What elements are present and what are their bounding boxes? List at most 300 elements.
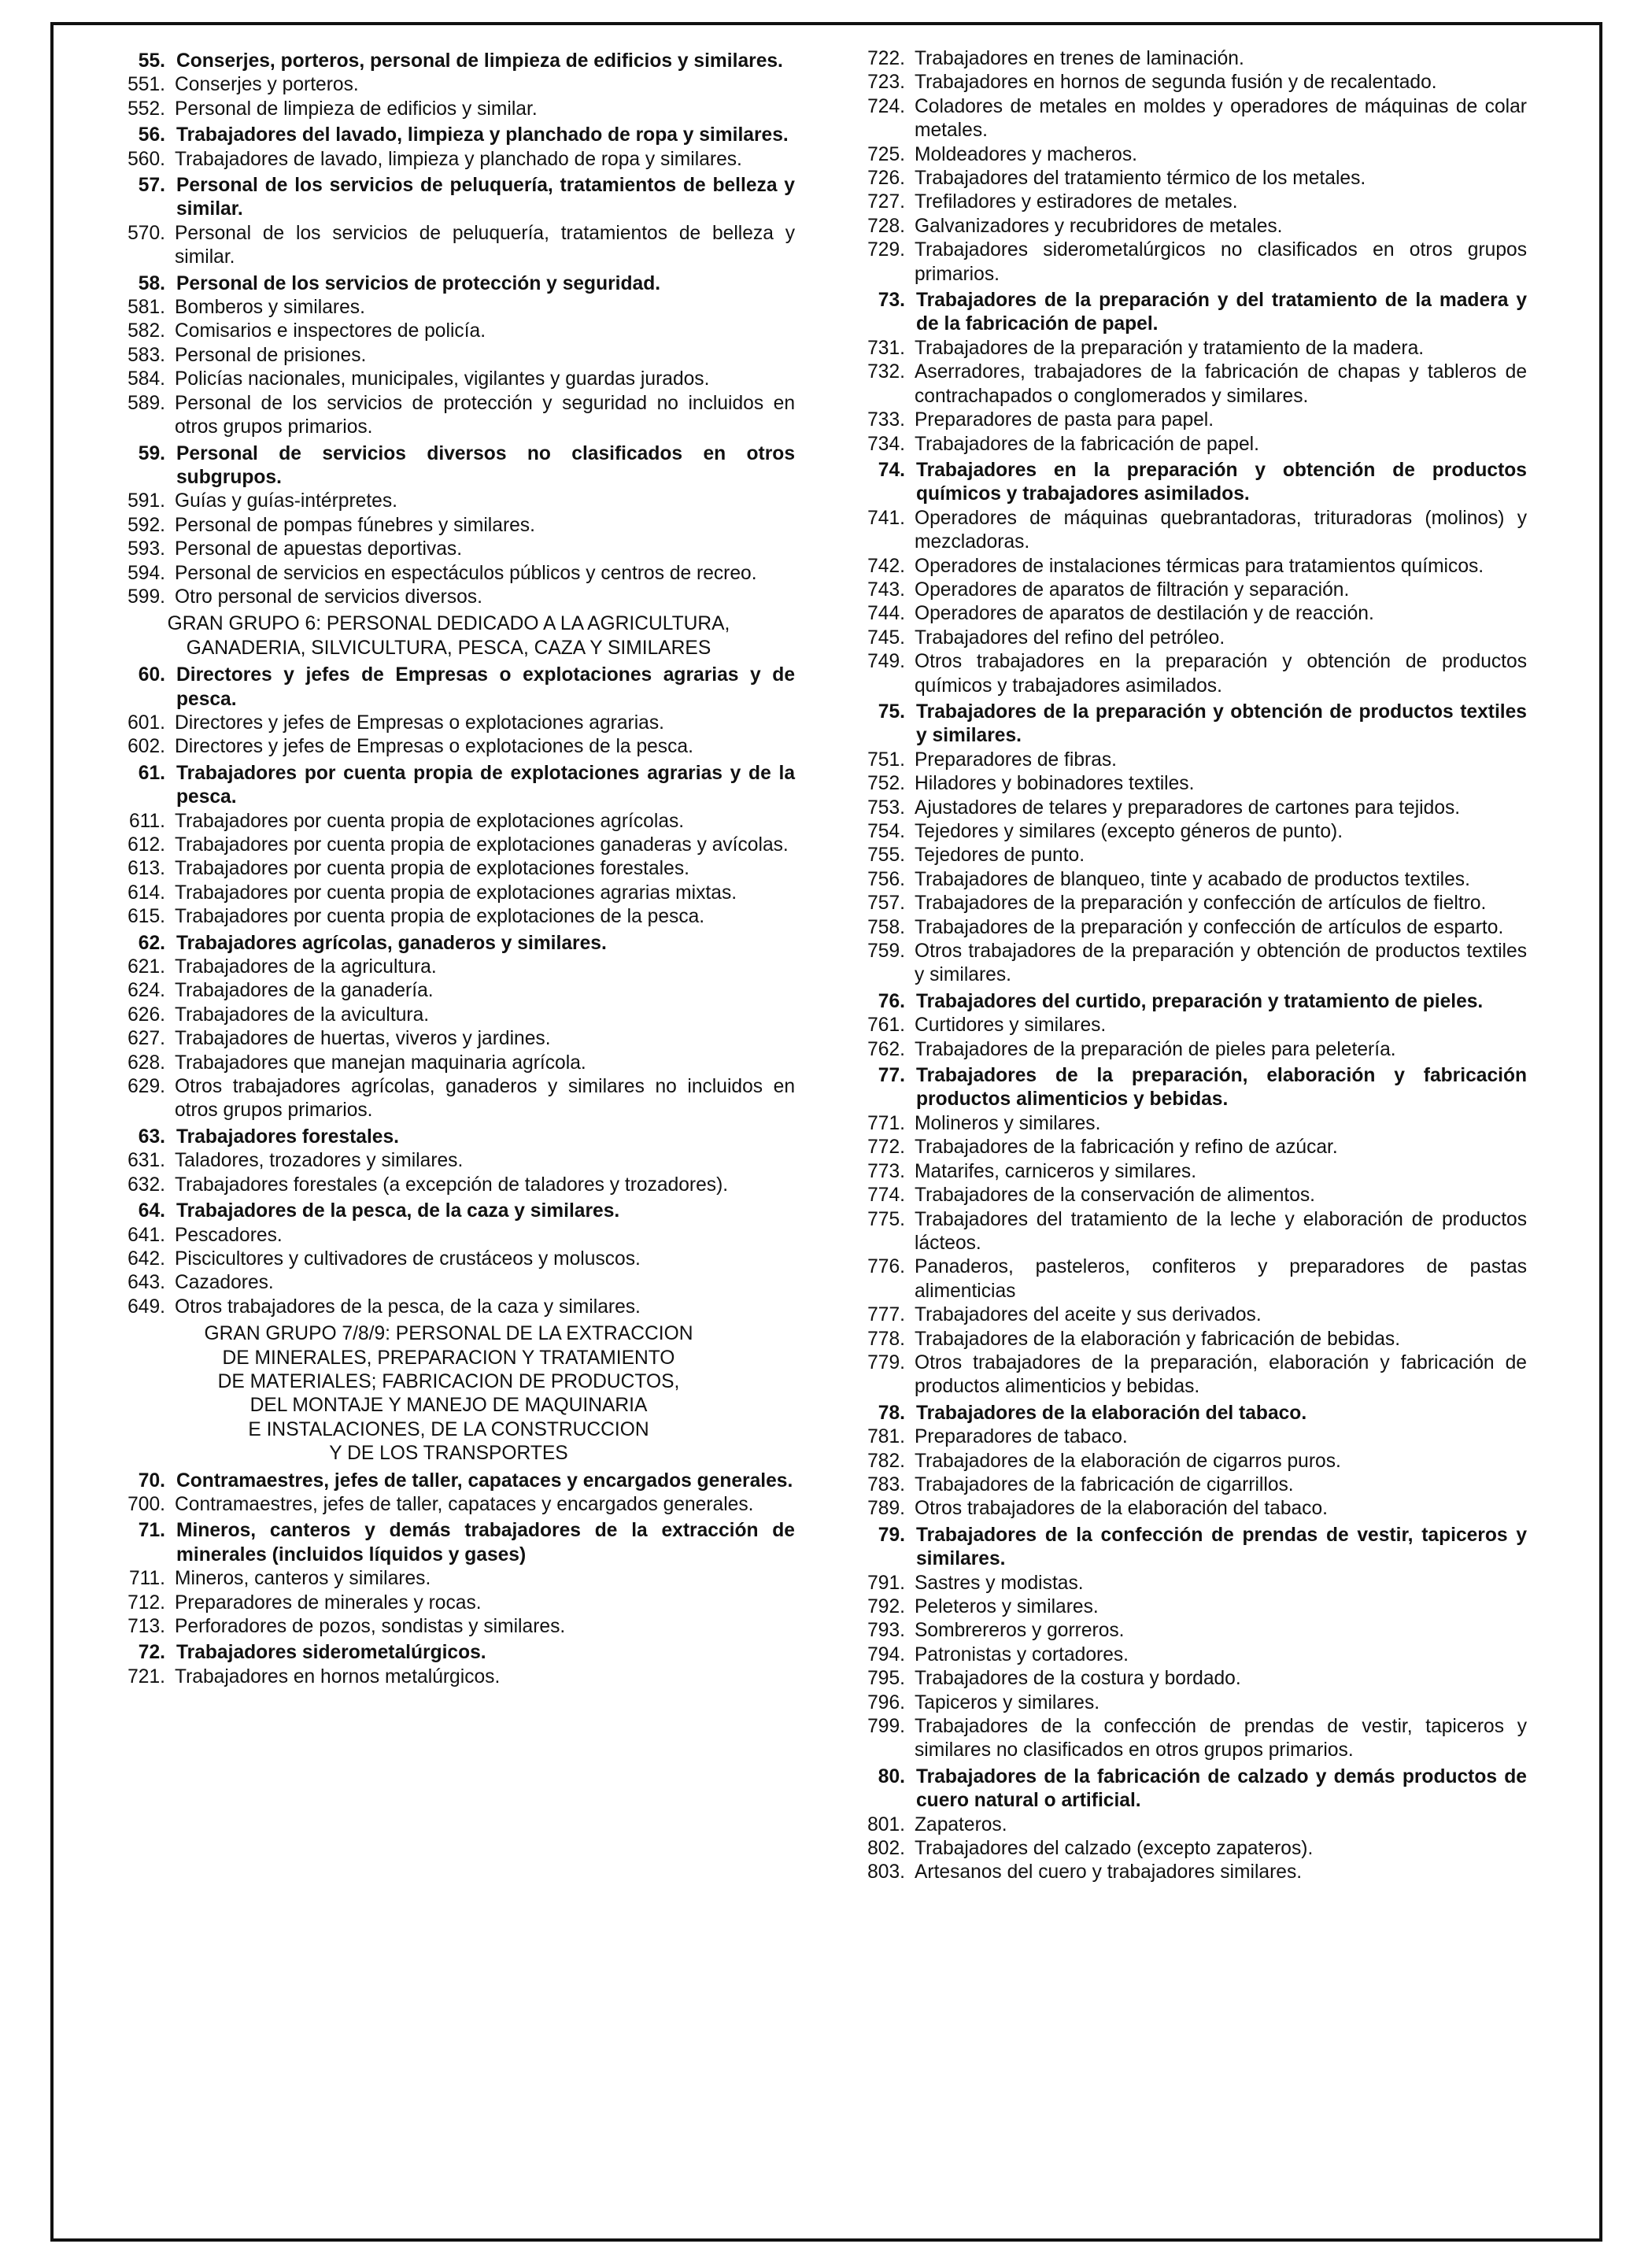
subgroup-entry xyxy=(102,1641,795,1665)
entry-code: 624. xyxy=(128,980,165,1002)
entry-code: 774. xyxy=(867,1185,905,1207)
occupation-entry xyxy=(102,905,795,929)
entry-code: 762. xyxy=(867,1038,905,1060)
entry-code: 79. xyxy=(878,1524,905,1546)
entry-code: 621. xyxy=(128,956,165,978)
entry-text: Contramaestres, jefes de taller, capataces y encargados generales. xyxy=(176,1469,793,1492)
occupation-entry xyxy=(834,940,1527,988)
entry-code: 72. xyxy=(138,1642,165,1664)
occupation-entry xyxy=(102,368,795,391)
entry-text: Trabajadores del aceite y sus derivados. xyxy=(915,1304,1262,1326)
subgroup-entry xyxy=(102,1519,795,1567)
right-column xyxy=(834,47,1527,1885)
entry-text: Tejedores y similares (excepto géneros de punto). xyxy=(915,821,1343,842)
entry-text: Trabajadores en hornos de segunda fusión y de recalentado. xyxy=(915,72,1437,94)
entry-code: 731. xyxy=(867,337,905,359)
occupation-entry xyxy=(102,344,795,368)
gran-grupo-line: DE MATERIALES; FABRICACION DE PRODUCTOS, xyxy=(217,1370,680,1392)
subgroup-entry xyxy=(102,174,795,222)
entry-code: 749. xyxy=(867,651,905,673)
entry-text: Matarifes, carniceros y similares. xyxy=(915,1160,1197,1182)
entry-text: Hiladores y bobinadores textiles. xyxy=(915,773,1195,795)
occupation-entry xyxy=(834,71,1527,94)
entry-text: Preparadores de minerales y rocas. xyxy=(175,1591,482,1614)
occupation-entry xyxy=(102,562,795,586)
occupation-entry xyxy=(834,1595,1527,1619)
occupation-entry xyxy=(102,1248,795,1271)
subgroup-entry xyxy=(102,272,795,296)
subgroup-entry xyxy=(834,1064,1527,1112)
occupation-entry xyxy=(834,1497,1527,1521)
entry-text: Pescadores. xyxy=(175,1224,283,1246)
entry-text: Operadores de aparatos de destilación y de reacción. xyxy=(915,603,1374,625)
entry-code: 632. xyxy=(128,1174,165,1196)
entry-code: 642. xyxy=(128,1248,165,1270)
entry-text: Trabajadores de la fabricación de papel. xyxy=(915,433,1259,455)
entry-text: Trabajadores en hornos metalúrgicos. xyxy=(175,1665,501,1687)
entry-code: 594. xyxy=(128,562,165,584)
occupation-entry xyxy=(834,1112,1527,1136)
gran-grupo-line: DEL MONTAJE Y MANEJO DE MAQUINARIA xyxy=(249,1395,648,1417)
entry-text: Directores y jefes de Empresas o explotaciones agrarias. xyxy=(175,712,664,734)
occupation-entry xyxy=(834,360,1527,408)
entry-text: Conserjes, porteros, personal de limpieza de edificios y similares. xyxy=(176,50,783,72)
entry-text: Galvanizadores y recubridores de metales. xyxy=(915,215,1283,237)
entry-code: 782. xyxy=(867,1450,905,1472)
entry-text: Preparadores de fibras. xyxy=(915,749,1118,771)
entry-text: Trabajadores de la fabricación de cigarrillos. xyxy=(915,1473,1294,1495)
entry-code: 802. xyxy=(867,1838,905,1860)
entry-code: 799. xyxy=(867,1716,905,1738)
entry-code: 64. xyxy=(138,1200,165,1222)
entry-code: 599. xyxy=(128,586,165,608)
entry-code: 745. xyxy=(867,627,905,649)
entry-text: Trabajadores de la agricultura. xyxy=(175,956,437,978)
entry-text: Trabajadores agrícolas, ganaderos y similares. xyxy=(176,932,607,954)
entry-code: 614. xyxy=(128,882,165,904)
entry-text: Coladores de metales en moldes y operadores de máquinas de colar metales. xyxy=(915,95,1527,142)
entry-text: Trabajadores de la ganadería. xyxy=(175,980,434,1002)
entry-code: 591. xyxy=(128,490,165,512)
entry-text: Guías y guías-intérpretes. xyxy=(175,490,397,512)
entry-code: 753. xyxy=(867,797,905,819)
entry-code: 581. xyxy=(128,297,165,319)
entry-text: Otros trabajadores de la preparación y obtención de productos textiles y similares. xyxy=(915,941,1527,986)
occupation-entry xyxy=(834,627,1527,650)
entry-code: 803. xyxy=(867,1861,905,1883)
occupation-entry xyxy=(834,1303,1527,1327)
entry-text: Trabajadores por cuenta propia de explotaciones forestales. xyxy=(175,858,689,880)
entry-code: 55. xyxy=(138,50,165,72)
subgroup-entry xyxy=(102,442,795,490)
occupation-entry xyxy=(834,797,1527,820)
entry-code: 61. xyxy=(138,762,165,784)
occupation-entry xyxy=(834,408,1527,432)
entry-code: 727. xyxy=(867,191,905,213)
entry-code: 58. xyxy=(138,272,165,294)
entry-code: 794. xyxy=(867,1643,905,1665)
entry-code: 78. xyxy=(878,1402,905,1424)
occupation-entry xyxy=(102,1004,795,1027)
entry-code: 601. xyxy=(128,712,165,734)
entry-text: Personal de servicios diversos no clasificados en otros subgrupos. xyxy=(176,442,795,488)
entry-code: 73. xyxy=(878,290,905,312)
subgroup-entry xyxy=(102,1126,795,1149)
occupation-entry xyxy=(102,514,795,538)
occupation-entry xyxy=(834,167,1527,190)
entry-code: 629. xyxy=(128,1076,165,1098)
occupation-entry xyxy=(834,650,1527,698)
entry-code: 589. xyxy=(128,392,165,414)
entry-text: Trabajadores del calzado (excepto zapateros). xyxy=(915,1838,1314,1860)
entry-code: 74. xyxy=(878,459,905,481)
entry-text: Trabajadores por cuenta propia de explotaciones ganaderas y avícolas. xyxy=(175,834,789,856)
entry-text: Personal de prisiones. xyxy=(175,344,367,366)
entry-code: 759. xyxy=(867,941,905,963)
entry-code: 783. xyxy=(867,1473,905,1495)
entry-code: 741. xyxy=(867,507,905,529)
occupation-entry xyxy=(834,1255,1527,1303)
occupation-entry xyxy=(834,337,1527,360)
entry-code: 700. xyxy=(128,1493,165,1515)
occupation-entry xyxy=(102,1493,795,1517)
gran-grupo-heading xyxy=(102,1322,795,1466)
entry-code: 721. xyxy=(128,1665,165,1687)
entry-text: Trefiladores y estiradores de metales. xyxy=(915,191,1238,213)
occupation-entry xyxy=(102,98,795,121)
gran-grupo-line: GANADERIA, SILVICULTURA, PESCA, CAZA Y SIMILARES xyxy=(186,637,711,659)
entry-text: Trabajadores de la conservación de alimentos. xyxy=(915,1185,1316,1207)
occupation-entry xyxy=(102,735,795,759)
entry-text: Trabajadores de la preparación y confección de artículos de fieltro. xyxy=(915,893,1487,915)
entry-text: Trabajadores del lavado, limpieza y planchado de ropa y similares. xyxy=(176,124,789,146)
occupation-entry xyxy=(834,1184,1527,1207)
occupation-entry xyxy=(834,1715,1527,1763)
entry-text: Otros trabajadores en la preparación y obtención de productos químicos y trabajadores asimilados. xyxy=(915,651,1527,697)
entry-code: 649. xyxy=(128,1296,165,1318)
entry-code: 612. xyxy=(128,834,165,856)
entry-code: 801. xyxy=(867,1813,905,1835)
entry-text: Personal de pompas fúnebres y similares. xyxy=(175,514,535,536)
gran-grupo-line: DE MINERALES, PREPARACION Y TRATAMIENTO xyxy=(222,1347,675,1369)
entry-code: 582. xyxy=(128,320,165,342)
entry-text: Sombrereros y gorreros. xyxy=(915,1620,1125,1642)
entry-code: 743. xyxy=(867,579,905,601)
entry-text: Trabajadores de la preparación y confección de artículos de esparto. xyxy=(915,916,1504,938)
entry-text: Trabajadores del tratamiento de la leche y elaboración de productos lácteos. xyxy=(915,1208,1527,1254)
left-column xyxy=(102,47,795,1689)
occupation-entry xyxy=(834,1572,1527,1595)
entry-code: 583. xyxy=(128,344,165,366)
occupation-entry xyxy=(834,1136,1527,1159)
subgroup-entry xyxy=(834,1765,1527,1813)
gran-grupo-heading xyxy=(102,612,795,660)
subgroup-entry xyxy=(834,1402,1527,1425)
entry-code: 611. xyxy=(128,810,165,832)
entry-code: 742. xyxy=(867,555,905,577)
gran-grupo-line: Y DE LOS TRANSPORTES xyxy=(329,1443,568,1465)
occupation-entry xyxy=(834,1837,1527,1861)
entry-code: 726. xyxy=(867,168,905,190)
entry-text: Mineros, canteros y similares. xyxy=(175,1568,431,1590)
entry-text: Tapiceros y similares. xyxy=(915,1691,1100,1713)
entry-code: 627. xyxy=(128,1028,165,1050)
occupation-entry xyxy=(102,1052,795,1075)
entry-text: Ajustadores de telares y preparadores de cartones para tejidos. xyxy=(915,797,1461,819)
occupation-entry xyxy=(102,1591,795,1615)
entry-text: Moldeadores y macheros. xyxy=(915,143,1137,165)
entry-text: Operadores de instalaciones térmicas para tratamientos químicos. xyxy=(915,555,1484,577)
entry-code: 70. xyxy=(138,1469,165,1492)
entry-code: 593. xyxy=(128,538,165,560)
entry-code: 552. xyxy=(128,98,165,120)
occupation-entry xyxy=(834,143,1527,167)
entry-text: Otro personal de servicios diversos. xyxy=(175,586,482,608)
entry-code: 631. xyxy=(128,1150,165,1172)
subgroup-entry xyxy=(102,1469,795,1493)
entry-text: Mineros, canteros y demás trabajadores de la extracción de minerales (incluidos líquidos y gases) xyxy=(176,1520,795,1565)
occupation-entry xyxy=(102,810,795,834)
entry-text: Trabajadores en la preparación y obtención de productos químicos y trabajadores asimilados. xyxy=(916,459,1527,505)
entry-text: Trabajadores del refino del petróleo. xyxy=(915,627,1225,649)
occupation-entry xyxy=(102,882,795,905)
entry-code: 75. xyxy=(878,701,905,723)
entry-text: Preparadores de pasta para papel. xyxy=(915,409,1214,431)
entry-text: Trabajadores por cuenta propia de explotaciones agrarias mixtas. xyxy=(175,882,737,904)
subgroup-entry xyxy=(102,762,795,810)
entry-code: 551. xyxy=(128,74,165,96)
entry-code: 791. xyxy=(867,1572,905,1594)
occupation-entry xyxy=(102,1296,795,1319)
entry-code: 779. xyxy=(867,1351,905,1373)
entry-text: Trabajadores de la elaboración del tabaco. xyxy=(916,1402,1307,1424)
occupation-entry xyxy=(834,1160,1527,1184)
entry-text: Comisarios e inspectores de policía. xyxy=(175,320,486,342)
occupation-entry xyxy=(102,538,795,561)
entry-code: 711. xyxy=(128,1568,165,1590)
entry-text: Trabajadores de la preparación y obtención de productos textiles y similares. xyxy=(916,701,1527,747)
occupation-entry xyxy=(102,712,795,735)
occupation-entry xyxy=(102,222,795,270)
entry-text: Trabajadores forestales. xyxy=(176,1126,399,1148)
entry-code: 77. xyxy=(878,1065,905,1087)
entry-text: Piscicultores y cultivadores de crustáceos y moluscos. xyxy=(175,1248,641,1270)
entry-code: 751. xyxy=(867,749,905,771)
occupation-entry xyxy=(102,857,795,881)
entry-code: 76. xyxy=(878,990,905,1012)
subgroup-entry xyxy=(102,664,795,712)
subgroup-entry xyxy=(102,124,795,147)
entry-text: Trabajadores de la fabricación de calzado y demás productos de cuero natural o artificial. xyxy=(916,1765,1527,1812)
entry-code: 725. xyxy=(867,143,905,165)
occupation-entry xyxy=(102,1615,795,1639)
subgroup-entry xyxy=(834,701,1527,749)
entry-text: Trabajadores por cuenta propia de explotaciones de la pesca. xyxy=(175,906,705,928)
entry-code: 713. xyxy=(128,1616,165,1637)
entry-code: 80. xyxy=(878,1765,905,1787)
occupation-entry xyxy=(834,1619,1527,1643)
occupation-entry xyxy=(834,507,1527,555)
entry-text: Trabajadores de huertas, viveros y jardines. xyxy=(175,1028,551,1050)
occupation-entry xyxy=(834,1813,1527,1837)
entry-text: Trabajadores por cuenta propia de explotaciones agrarias y de la pesca. xyxy=(176,762,795,808)
entry-code: 723. xyxy=(867,72,905,94)
occupation-entry xyxy=(834,602,1527,626)
entry-code: 602. xyxy=(128,736,165,758)
occupation-entry xyxy=(102,320,795,343)
entry-code: 63. xyxy=(138,1126,165,1148)
occupation-entry xyxy=(834,1667,1527,1691)
entry-text: Otros trabajadores de la elaboración del tabaco. xyxy=(915,1498,1328,1520)
entry-text: Zapateros. xyxy=(915,1813,1007,1835)
entry-text: Trabajadores forestales (a excepción de taladores y trozadores). xyxy=(175,1174,729,1196)
entry-text: Personal de los servicios de peluquería, tratamientos de belleza y similar. xyxy=(175,222,795,268)
occupation-entry xyxy=(102,1149,795,1173)
occupation-entry xyxy=(834,1691,1527,1715)
entry-text: Trabajadores de la confección de prendas de vestir, tapiceros y similares no clasificados en otros grupos primarios. xyxy=(915,1716,1527,1761)
occupation-entry xyxy=(834,1643,1527,1667)
occupation-entry xyxy=(834,772,1527,796)
entry-code: 796. xyxy=(867,1691,905,1713)
entry-code: 734. xyxy=(867,433,905,455)
occupation-entry xyxy=(102,979,795,1003)
entry-code: 758. xyxy=(867,916,905,938)
occupation-entry xyxy=(102,296,795,320)
entry-code: 712. xyxy=(128,1591,165,1614)
entry-code: 733. xyxy=(867,409,905,431)
entry-code: 792. xyxy=(867,1596,905,1617)
entry-text: Trabajadores de la preparación y tratamiento de la madera. xyxy=(915,337,1425,359)
entry-text: Operadores de máquinas quebrantadoras, trituradoras (molinos) y mezcladoras. xyxy=(915,507,1527,553)
occupation-entry xyxy=(102,834,795,857)
entry-code: 60. xyxy=(138,664,165,686)
entry-code: 56. xyxy=(138,124,165,146)
entry-code: 570. xyxy=(128,222,165,244)
subgroup-entry xyxy=(834,1524,1527,1572)
entry-code: 771. xyxy=(867,1112,905,1134)
entry-code: 615. xyxy=(128,906,165,928)
entry-code: 756. xyxy=(867,868,905,890)
entry-text: Trabajadores siderometalúrgicos no clasificados en otros grupos primarios. xyxy=(915,239,1527,285)
occupation-entry xyxy=(834,215,1527,238)
occupation-entry xyxy=(102,1665,795,1689)
entry-text: Conserjes y porteros. xyxy=(175,74,359,96)
occupation-entry xyxy=(102,1174,795,1197)
entry-text: Trabajadores de blanqueo, tinte y acabado de productos textiles. xyxy=(915,868,1470,890)
entry-text: Trabajadores por cuenta propia de explotaciones agrícolas. xyxy=(175,810,685,832)
entry-text: Cazadores. xyxy=(175,1272,274,1294)
entry-text: Personal de los servicios de peluquería, tratamientos de belleza y similar. xyxy=(176,175,795,220)
entry-text: Directores y jefes de Empresas o explotaciones agrarias y de pesca. xyxy=(176,664,795,710)
entry-text: Personal de los servicios de protección y seguridad. xyxy=(176,272,661,294)
occupation-entry xyxy=(102,586,795,609)
subgroup-entry xyxy=(102,1200,795,1223)
occupation-entry xyxy=(834,1014,1527,1037)
occupation-entry xyxy=(102,1271,795,1295)
entry-code: 724. xyxy=(867,95,905,117)
entry-text: Otros trabajadores agrícolas, ganaderos y similares no incluidos en otros grupos primarios. xyxy=(175,1076,795,1122)
occupation-entry xyxy=(834,95,1527,143)
entry-code: 755. xyxy=(867,845,905,867)
entry-text: Panaderos, pasteleros, confiteros y preparadores de pastas alimenticias xyxy=(915,1256,1527,1302)
subgroup-entry xyxy=(834,990,1527,1014)
occupation-entry xyxy=(834,868,1527,892)
entry-text: Bomberos y similares. xyxy=(175,297,365,319)
entry-text: Personal de limpieza de edificios y similar. xyxy=(175,98,538,120)
entry-code: 776. xyxy=(867,1256,905,1278)
occupation-entry xyxy=(834,433,1527,457)
entry-text: Operadores de aparatos de filtración y separación. xyxy=(915,579,1350,601)
entry-text: Molineros y similares. xyxy=(915,1112,1101,1134)
entry-code: 729. xyxy=(867,239,905,261)
entry-text: Aserradores, trabajadores de la fabricación de chapas y tableros de contrachapados o conglomerados y similares. xyxy=(915,361,1527,407)
occupation-entry xyxy=(834,1038,1527,1062)
entry-code: 789. xyxy=(867,1498,905,1520)
entry-text: Trabajadores de lavado, limpieza y planchado de ropa y similares. xyxy=(175,148,742,170)
gran-grupo-line: E INSTALACIONES, DE LA CONSTRUCCION xyxy=(248,1418,649,1440)
entry-code: 592. xyxy=(128,514,165,536)
entry-text: Trabajadores en trenes de laminación. xyxy=(915,48,1244,69)
occupation-entry xyxy=(834,47,1527,71)
entry-text: Otros trabajadores de la preparación, elaboración y fabricación de productos alimenticios y bebidas. xyxy=(915,1351,1527,1398)
entry-text: Trabajadores de la elaboración y fabricación de bebidas. xyxy=(915,1328,1401,1350)
entry-code: 59. xyxy=(138,442,165,464)
occupation-entry xyxy=(102,956,795,979)
occupation-entry xyxy=(834,1328,1527,1351)
entry-code: 752. xyxy=(867,773,905,795)
entry-text: Personal de apuestas deportivas. xyxy=(175,538,463,560)
entry-text: Directores y jefes de Empresas o explotaciones de la pesca. xyxy=(175,736,693,758)
occupation-entry xyxy=(834,579,1527,602)
entry-text: Trabajadores de la fabricación y refino de azúcar. xyxy=(915,1137,1338,1159)
occupation-entry xyxy=(834,892,1527,915)
occupation-entry xyxy=(834,1473,1527,1497)
occupation-entry xyxy=(834,238,1527,286)
entry-code: 777. xyxy=(867,1304,905,1326)
gran-grupo-line: GRAN GRUPO 6: PERSONAL DEDICADO A LA AGRICULTURA, xyxy=(167,613,730,635)
entry-text: Curtidores y similares. xyxy=(915,1015,1107,1037)
occupation-entry xyxy=(834,555,1527,579)
entry-code: 57. xyxy=(138,175,165,197)
entry-text: Trabajadores que manejan maquinaria agrícola. xyxy=(175,1052,586,1074)
entry-text: Trabajadores de la preparación, elaboración y fabricación productos alimenticios y bebidas. xyxy=(916,1065,1527,1111)
entry-text: Trabajadores del curtido, preparación y tratamiento de pieles. xyxy=(916,990,1484,1012)
entry-text: Patronistas y cortadores. xyxy=(915,1643,1129,1665)
entry-text: Perforadores de pozos, sondistas y similares. xyxy=(175,1616,566,1637)
entry-text: Trabajadores siderometalúrgicos. xyxy=(176,1642,486,1664)
entry-code: 793. xyxy=(867,1620,905,1642)
occupation-entry xyxy=(834,190,1527,214)
occupation-entry xyxy=(834,916,1527,940)
entry-text: Taladores, trozadores y similares. xyxy=(175,1150,464,1172)
occupation-entry xyxy=(102,490,795,513)
occupation-entry xyxy=(834,749,1527,772)
occupation-entry xyxy=(834,844,1527,867)
entry-code: 641. xyxy=(128,1224,165,1246)
entry-code: 584. xyxy=(128,368,165,390)
entry-text: Policías nacionales, municipales, vigilantes y guardas jurados. xyxy=(175,368,710,390)
occupation-entry xyxy=(834,1425,1527,1449)
occupation-entry xyxy=(834,1351,1527,1399)
occupation-entry xyxy=(834,1450,1527,1473)
occupation-entry xyxy=(834,1208,1527,1256)
entry-text: Personal de los servicios de protección y seguridad no incluidos en otros grupos primarios. xyxy=(175,392,795,438)
entry-code: 754. xyxy=(867,821,905,842)
occupation-entry xyxy=(102,148,795,172)
occupation-entry xyxy=(834,820,1527,844)
entry-code: 728. xyxy=(867,215,905,237)
entry-text: Otros trabajadores de la pesca, de la caza y similares. xyxy=(175,1296,641,1318)
